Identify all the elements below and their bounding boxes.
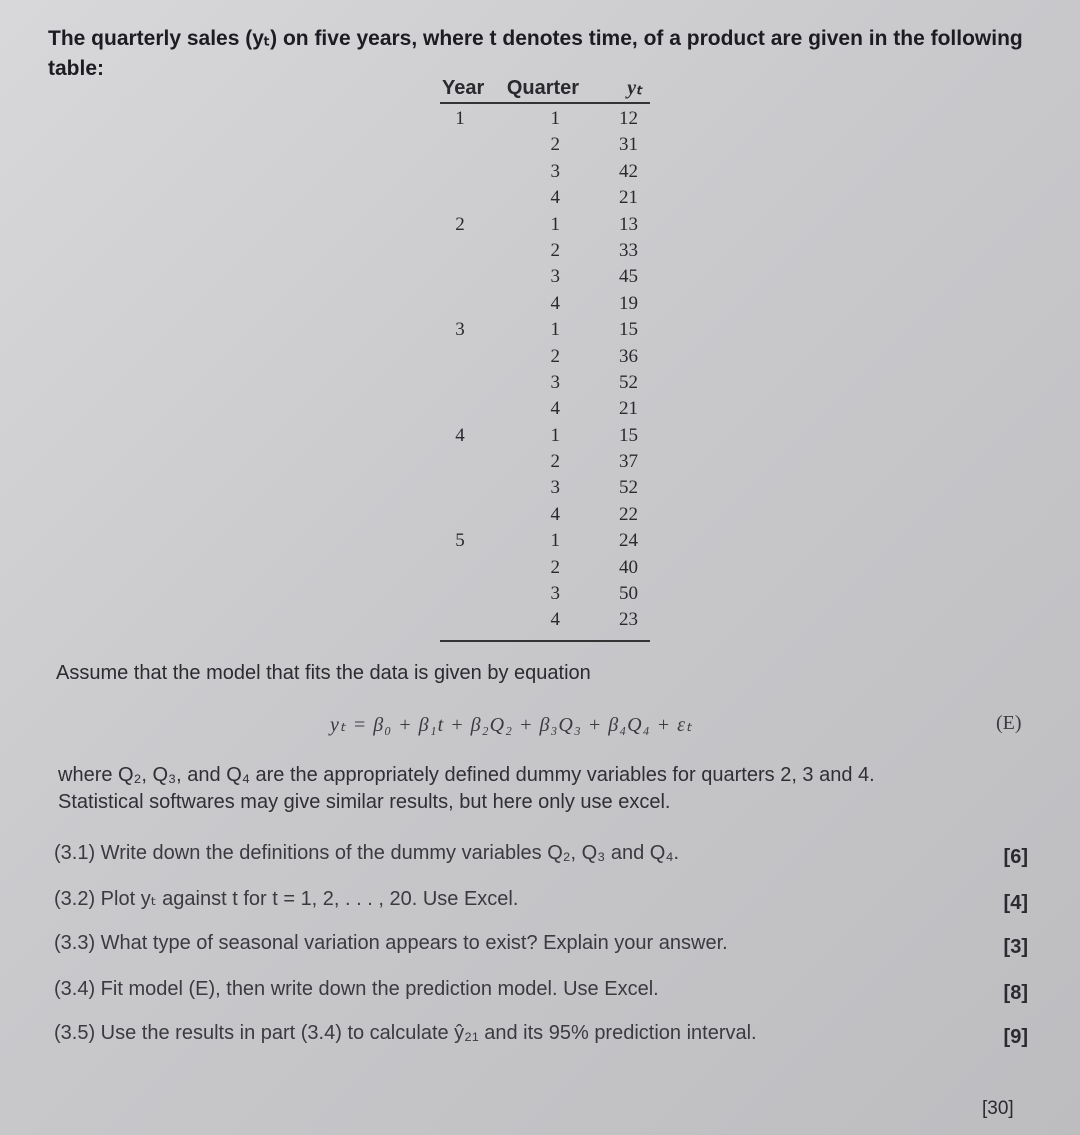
question-3-2: (3.2) Plot yₜ against t for t = 1, 2, . . . , 20. Use Excel. [54,888,519,910]
cell-year [440,555,480,581]
table-row [440,132,650,158]
table-row [440,423,650,449]
cell-y: 37 [619,451,638,473]
table-row [440,159,650,185]
cell-y: 52 [619,371,638,393]
cell-y: 40 [619,556,638,578]
where-line-1: where Q₂, Q₃, and Q₄ are the appropriately defined dummy variables for quarters 2, 3 and 4. [58,764,875,786]
cell-y: 15 [619,319,638,341]
cell-year [440,344,480,370]
sales-table [440,74,650,642]
question-3-1: (3.1) Write down the definitions of the dummy variables Q₂, Q₃ and Q₄. [54,842,680,864]
cell-quarter: 4 [550,398,560,420]
marks-3-4: [8] [1003,982,1028,1004]
where-line-2: Statistical softwares may give similar results, but here only use excel. [58,791,671,813]
cell-y: 50 [619,583,638,605]
cell-quarter: 1 [550,530,560,552]
cell-quarter: 3 [550,583,560,605]
intro-line-1: The quarterly sales (yₜ) on five years, where t denotes time, of a product are given in the following [48,27,1023,50]
cell-year [440,581,480,607]
equation-label: (E) [996,712,1022,734]
header-y: yₜ [627,77,642,99]
cell-quarter: 2 [550,451,560,473]
cell-y: 42 [619,160,638,182]
dummy-variables-note [58,762,1038,816]
cell-y: 33 [619,239,638,261]
cell-quarter: 2 [550,134,560,156]
cell-year [440,396,480,422]
cell-quarter: 4 [550,292,560,314]
table-row [440,528,650,554]
question-3-5: (3.5) Use the results in part (3.4) to calculate ŷ₂₁ and its 95% prediction interval. [54,1022,757,1044]
question-3-4: (3.4) Fit model (E), then write down the prediction model. Use Excel. [54,978,659,1000]
table-row [440,106,650,132]
table-row [440,264,650,290]
marks-3-2: [4] [1003,892,1028,914]
cell-quarter: 3 [550,266,560,288]
cell-year: 1 [455,108,465,129]
cell-year [440,185,480,211]
cell-quarter: 4 [550,609,560,631]
marks-3-3: [3] [1003,936,1028,958]
table-row [440,370,650,396]
cell-year: 4 [455,424,465,446]
cell-year: 5 [455,530,465,552]
table-row [440,344,650,370]
header-year: Year [442,77,485,99]
cell-year [440,132,480,158]
cell-year [440,370,480,396]
cell-quarter: 3 [550,477,560,499]
question-3-3: (3.3) What type of seasonal variation appears to exist? Explain your answer. [54,932,728,954]
cell-y: 15 [619,424,638,446]
cell-year [440,502,480,528]
cell-y: 21 [619,398,638,420]
cell-year [440,264,480,290]
cell-quarter: 1 [550,213,560,235]
cell-y: 23 [619,609,638,631]
table-row [440,475,650,501]
marks-3-5: [9] [1003,1026,1028,1048]
table-row [440,449,650,475]
header-quarter: Quarter [506,77,580,99]
table-body [440,104,650,642]
table-row [440,555,650,581]
cell-quarter: 1 [550,108,560,129]
cell-year [440,607,480,633]
intro-line-2: table: [48,57,105,80]
cell-y: 13 [619,213,638,235]
table-row [440,185,650,211]
model-assumption: Assume that the model that fits the data is given by equation [56,662,591,684]
total-marks: [30] [982,1098,1014,1119]
cell-quarter: 3 [550,160,560,182]
table-row [440,581,650,607]
cell-y: 24 [619,530,638,552]
table-row [440,212,650,238]
cell-y: 12 [619,108,638,129]
cell-quarter: 2 [550,556,560,578]
cell-quarter: 4 [550,503,560,525]
cell-year [440,291,480,317]
cell-y: 31 [619,134,638,156]
cell-y: 45 [619,266,638,288]
table-row [440,396,650,422]
cell-y: 22 [619,503,638,525]
cell-y: 21 [619,187,638,209]
cell-quarter: 2 [550,345,560,367]
cell-year [440,475,480,501]
marks-3-1: [6] [1003,846,1028,868]
cell-quarter: 3 [550,371,560,393]
table-row [440,317,650,343]
cell-year: 2 [455,213,465,235]
table-row [440,291,650,317]
table-header [440,74,650,104]
cell-y: 52 [619,477,638,499]
cell-year [440,238,480,264]
cell-y: 19 [619,292,638,314]
cell-quarter: 4 [550,187,560,209]
cell-year [440,159,480,185]
cell-year [440,449,480,475]
table-row [440,502,650,528]
table-row [440,238,650,264]
cell-quarter: 1 [550,424,560,446]
cell-year: 3 [455,319,465,341]
cell-y: 36 [619,345,638,367]
cell-quarter: 2 [550,239,560,261]
cell-quarter: 1 [550,319,560,341]
table-row [440,607,650,633]
model-equation: yₜ = β₀ + β₁t + β₂Q₂ + β₃Q₃ + β₄Q₄ + εₜ [330,714,693,736]
